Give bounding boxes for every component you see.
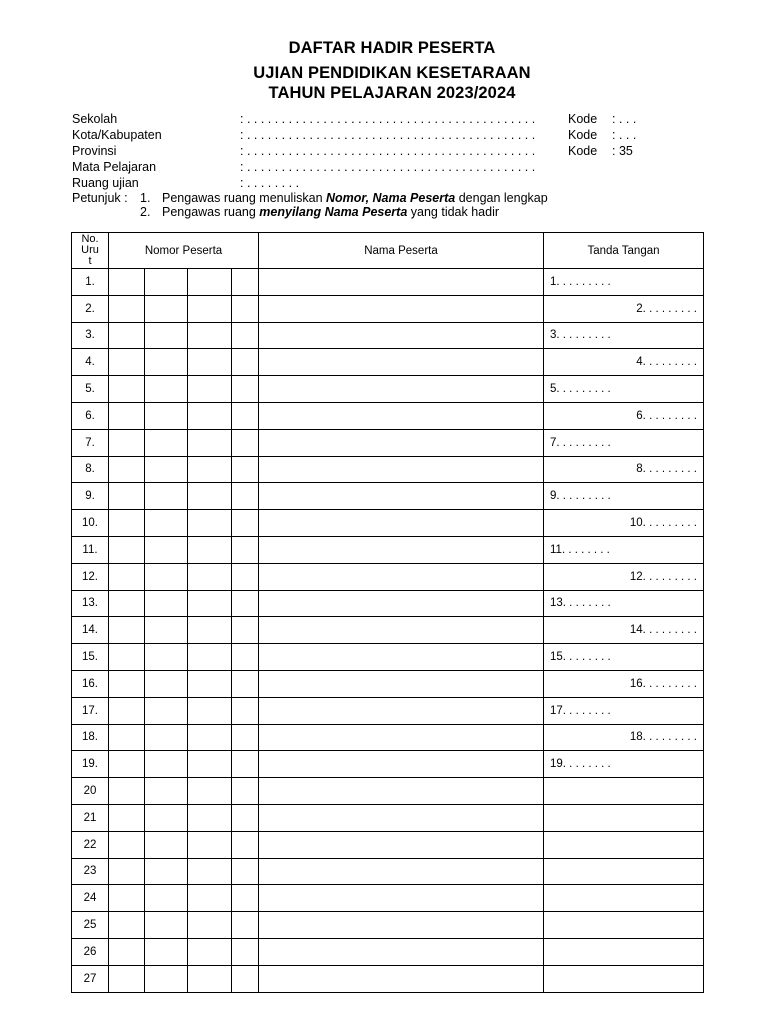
nomor-peserta-cell[interactable]	[188, 670, 232, 697]
nomor-peserta-cell[interactable]	[145, 617, 188, 644]
instruction-text-emphasis: Nomor, Nama Peserta	[326, 191, 456, 205]
info-label: Sekolah	[72, 112, 118, 126]
nama-peserta-cell[interactable]	[259, 510, 544, 537]
tanda-tangan-cell[interactable]	[544, 778, 704, 805]
nomor-peserta-cell[interactable]	[109, 697, 145, 724]
kode-value: : 35	[612, 144, 633, 158]
instruction-text-emphasis: menyilang Nama Peserta	[259, 205, 408, 219]
kode-value: : . . .	[612, 128, 637, 142]
instruction-number: 2.	[140, 205, 151, 219]
row-number: 4.	[72, 349, 109, 376]
kode-label: Kode	[568, 112, 598, 126]
nomor-peserta-cell[interactable]	[232, 724, 259, 751]
nomor-peserta-cell[interactable]	[109, 885, 145, 912]
tanda-tangan-cell[interactable]: 18. . . . . . . . .	[544, 724, 704, 751]
tanda-tangan-cell[interactable]: 13. . . . . . . .	[544, 590, 704, 617]
info-fill-dots: : . . . . . . . .	[240, 176, 300, 190]
table-row	[72, 429, 704, 456]
tanda-tangan-cell[interactable]: 1. . . . . . . . .	[544, 269, 704, 296]
row-number: 19.	[72, 751, 109, 778]
nomor-peserta-cell[interactable]	[232, 402, 259, 429]
nama-peserta-cell[interactable]	[259, 724, 544, 751]
nomor-peserta-cell[interactable]	[145, 429, 188, 456]
row-number: 6.	[72, 402, 109, 429]
nomor-peserta-cell[interactable]	[232, 376, 259, 403]
row-number: 8.	[72, 456, 109, 483]
instruction-number: 1.	[140, 191, 151, 205]
nomor-peserta-cell[interactable]	[109, 858, 145, 885]
tanda-tangan-cell[interactable]	[544, 804, 704, 831]
nomor-peserta-cell[interactable]	[232, 751, 259, 778]
nomor-peserta-cell[interactable]	[145, 912, 188, 939]
nomor-peserta-cell[interactable]	[232, 965, 259, 992]
nomor-peserta-cell[interactable]	[232, 617, 259, 644]
nama-peserta-cell[interactable]	[259, 697, 544, 724]
nomor-peserta-cell[interactable]	[232, 429, 259, 456]
nomor-peserta-cell[interactable]	[188, 724, 232, 751]
nomor-peserta-cell[interactable]	[188, 536, 232, 563]
nomor-peserta-cell[interactable]	[145, 697, 188, 724]
nomor-peserta-cell[interactable]	[145, 483, 188, 510]
nomor-peserta-cell[interactable]	[232, 322, 259, 349]
row-number: 12.	[72, 563, 109, 590]
nomor-peserta-cell[interactable]	[145, 402, 188, 429]
nomor-peserta-cell[interactable]	[145, 751, 188, 778]
nomor-peserta-cell[interactable]	[145, 804, 188, 831]
row-number: 17.	[72, 697, 109, 724]
nomor-peserta-cell[interactable]	[232, 912, 259, 939]
nomor-peserta-cell[interactable]	[109, 510, 145, 537]
nomor-peserta-cell[interactable]	[232, 510, 259, 537]
nomor-peserta-cell[interactable]	[188, 778, 232, 805]
nomor-peserta-cell[interactable]	[232, 590, 259, 617]
nomor-peserta-cell[interactable]	[232, 269, 259, 296]
nomor-peserta-cell[interactable]	[188, 831, 232, 858]
tanda-tangan-cell[interactable]: 6. . . . . . . . .	[544, 402, 704, 429]
tanda-tangan-cell[interactable]: 19. . . . . . . .	[544, 751, 704, 778]
kode-label: Kode	[568, 128, 598, 142]
nomor-peserta-cell[interactable]	[145, 590, 188, 617]
tanda-tangan-cell[interactable]	[544, 912, 704, 939]
nama-peserta-cell[interactable]	[259, 376, 544, 403]
kode-label: Kode	[568, 144, 598, 158]
nama-peserta-cell[interactable]	[259, 965, 544, 992]
row-number: 21	[72, 804, 109, 831]
row-number: 13.	[72, 590, 109, 617]
nama-peserta-cell[interactable]	[259, 912, 544, 939]
nomor-peserta-cell[interactable]	[232, 858, 259, 885]
info-label: Provinsi	[72, 144, 117, 158]
nomor-peserta-cell[interactable]	[188, 938, 232, 965]
nama-peserta-cell[interactable]	[259, 858, 544, 885]
row-number: 25	[72, 912, 109, 939]
nama-peserta-cell[interactable]	[259, 590, 544, 617]
nomor-peserta-cell[interactable]	[145, 831, 188, 858]
table-row	[72, 295, 704, 322]
nomor-peserta-cell[interactable]	[188, 885, 232, 912]
nomor-peserta-cell[interactable]	[188, 269, 232, 296]
nomor-peserta-cell[interactable]	[145, 885, 188, 912]
tanda-tangan-cell[interactable]	[544, 885, 704, 912]
table-row	[72, 724, 704, 751]
tanda-tangan-cell[interactable]: 10. . . . . . . . .	[544, 510, 704, 537]
table-row	[72, 778, 704, 805]
instruction-text-pre: Pengawas ruang menuliskan	[162, 191, 326, 205]
row-number: 20	[72, 778, 109, 805]
nomor-peserta-cell[interactable]	[188, 322, 232, 349]
row-number: 27	[72, 965, 109, 992]
table-row	[72, 697, 704, 724]
nomor-peserta-cell[interactable]	[232, 349, 259, 376]
nama-peserta-cell[interactable]	[259, 349, 544, 376]
nomor-peserta-cell[interactable]	[232, 697, 259, 724]
tanda-tangan-cell[interactable]: 5. . . . . . . . .	[544, 376, 704, 403]
nomor-peserta-cell[interactable]	[109, 295, 145, 322]
nomor-peserta-cell[interactable]	[188, 617, 232, 644]
table-row	[72, 510, 704, 537]
nomor-peserta-cell[interactable]	[109, 563, 145, 590]
nomor-peserta-cell[interactable]	[188, 349, 232, 376]
info-fill-dots: : . . . . . . . . . . . . . . . . . . . . . . . . . . . . . . . . . . . . . . . . . .	[240, 112, 536, 126]
info-label: Ruang ujian	[72, 176, 139, 190]
nama-peserta-cell[interactable]	[259, 456, 544, 483]
table-row	[72, 912, 704, 939]
nomor-peserta-cell[interactable]	[109, 349, 145, 376]
table-row	[72, 269, 704, 296]
info-fill-dots: : . . . . . . . . . . . . . . . . . . . . . . . . . . . . . . . . . . . . . . . . . .	[240, 160, 536, 174]
nomor-peserta-cell[interactable]	[145, 349, 188, 376]
nomor-peserta-cell[interactable]	[188, 751, 232, 778]
instruction-text	[162, 191, 548, 205]
instructions-label: Petunjuk :	[72, 191, 128, 205]
nama-peserta-cell[interactable]	[259, 295, 544, 322]
table-row	[72, 670, 704, 697]
nomor-peserta-cell[interactable]	[145, 938, 188, 965]
nomor-peserta-cell[interactable]	[188, 965, 232, 992]
nomor-peserta-cell[interactable]	[145, 456, 188, 483]
nama-peserta-cell[interactable]	[259, 778, 544, 805]
nomor-peserta-cell[interactable]	[232, 831, 259, 858]
info-fill-dots: : . . . . . . . . . . . . . . . . . . . . . . . . . . . . . . . . . . . . . . . . . .	[240, 128, 536, 142]
nama-peserta-cell[interactable]	[259, 617, 544, 644]
nama-peserta-cell[interactable]	[259, 804, 544, 831]
nomor-peserta-cell[interactable]	[188, 697, 232, 724]
nama-peserta-cell[interactable]	[259, 563, 544, 590]
tanda-tangan-cell[interactable]: 7. . . . . . . . .	[544, 429, 704, 456]
row-number: 15.	[72, 644, 109, 671]
row-number: 22	[72, 831, 109, 858]
table-row	[72, 858, 704, 885]
nomor-peserta-cell[interactable]	[188, 804, 232, 831]
nomor-peserta-cell[interactable]	[232, 456, 259, 483]
table-row	[72, 965, 704, 992]
nomor-peserta-cell[interactable]	[109, 483, 145, 510]
nama-peserta-cell[interactable]	[259, 938, 544, 965]
info-label: Mata Pelajaran	[72, 160, 157, 174]
nama-peserta-cell[interactable]	[259, 322, 544, 349]
table-row	[72, 376, 704, 403]
nomor-peserta-cell[interactable]	[232, 885, 259, 912]
attendance-table	[71, 232, 704, 993]
table-row	[72, 349, 704, 376]
nomor-peserta-cell[interactable]	[188, 456, 232, 483]
tanda-tangan-cell[interactable]	[544, 938, 704, 965]
table-row	[72, 751, 704, 778]
row-number: 16.	[72, 670, 109, 697]
tanda-tangan-cell[interactable]: 4. . . . . . . . .	[544, 349, 704, 376]
table-row	[72, 644, 704, 671]
nama-peserta-cell[interactable]	[259, 402, 544, 429]
tanda-tangan-cell[interactable]	[544, 858, 704, 885]
table-row	[72, 536, 704, 563]
nomor-peserta-cell[interactable]	[145, 536, 188, 563]
nomor-peserta-cell[interactable]	[232, 778, 259, 805]
table-row	[72, 322, 704, 349]
tanda-tangan-cell[interactable]	[544, 965, 704, 992]
row-number: 10.	[72, 510, 109, 537]
row-number: 14.	[72, 617, 109, 644]
title-line-3: TAHUN PELAJARAN 2023/2024	[268, 84, 516, 102]
nomor-peserta-cell[interactable]	[109, 751, 145, 778]
nomor-peserta-cell[interactable]	[232, 295, 259, 322]
nomor-peserta-cell[interactable]	[109, 778, 145, 805]
tanda-tangan-cell[interactable]: 12. . . . . . . . .	[544, 563, 704, 590]
info-fill-dots: : . . . . . . . . . . . . . . . . . . . . . . . . . . . . . . . . . . . . . . . . . .	[240, 144, 536, 158]
document-title	[0, 38, 768, 103]
nomor-peserta-cell[interactable]	[188, 644, 232, 671]
instruction-text-pre: Pengawas ruang	[162, 205, 260, 219]
nomor-peserta-cell[interactable]	[188, 295, 232, 322]
nomor-peserta-cell[interactable]	[109, 670, 145, 697]
nomor-peserta-cell[interactable]	[109, 456, 145, 483]
nama-peserta-cell[interactable]	[259, 536, 544, 563]
table-row	[72, 590, 704, 617]
nomor-peserta-cell[interactable]	[188, 429, 232, 456]
nomor-peserta-cell[interactable]	[145, 322, 188, 349]
nomor-peserta-cell[interactable]	[109, 429, 145, 456]
kode-value: : . . .	[612, 112, 637, 126]
table-row	[72, 456, 704, 483]
nomor-peserta-cell[interactable]	[109, 322, 145, 349]
nomor-peserta-cell[interactable]	[188, 510, 232, 537]
nomor-peserta-cell[interactable]	[145, 644, 188, 671]
nomor-peserta-cell[interactable]	[109, 644, 145, 671]
tanda-tangan-cell[interactable]: 14. . . . . . . . .	[544, 617, 704, 644]
nomor-peserta-cell[interactable]	[188, 563, 232, 590]
nomor-peserta-cell[interactable]	[188, 483, 232, 510]
nomor-peserta-cell[interactable]	[188, 376, 232, 403]
row-number: 23	[72, 858, 109, 885]
row-number: 1.	[72, 269, 109, 296]
header-nomor-peserta: Nomor Peserta	[109, 233, 259, 269]
nama-peserta-cell[interactable]	[259, 670, 544, 697]
nama-peserta-cell[interactable]	[259, 483, 544, 510]
nama-peserta-cell[interactable]	[259, 429, 544, 456]
tanda-tangan-cell[interactable]: 2. . . . . . . . .	[544, 295, 704, 322]
row-number: 18.	[72, 724, 109, 751]
nomor-peserta-cell[interactable]	[109, 938, 145, 965]
row-number: 7.	[72, 429, 109, 456]
nomor-peserta-cell[interactable]	[145, 778, 188, 805]
table-row	[72, 885, 704, 912]
row-number: 11.	[72, 536, 109, 563]
nomor-peserta-cell[interactable]	[145, 376, 188, 403]
row-number: 24	[72, 885, 109, 912]
table-row	[72, 563, 704, 590]
nomor-peserta-cell[interactable]	[109, 724, 145, 751]
nomor-peserta-cell[interactable]	[109, 804, 145, 831]
tanda-tangan-cell[interactable]: 8. . . . . . . . .	[544, 456, 704, 483]
table-header-row	[72, 233, 704, 269]
header-nama-peserta: Nama Peserta	[259, 233, 544, 269]
table-row	[72, 804, 704, 831]
tanda-tangan-cell[interactable]: 16. . . . . . . . .	[544, 670, 704, 697]
nomor-peserta-cell[interactable]	[109, 376, 145, 403]
table-row	[72, 831, 704, 858]
nomor-peserta-cell[interactable]	[145, 965, 188, 992]
instruction-text	[162, 205, 499, 219]
nama-peserta-cell[interactable]	[259, 831, 544, 858]
nomor-peserta-cell[interactable]	[145, 563, 188, 590]
instruction-text-post: yang tidak hadir	[407, 205, 500, 219]
tanda-tangan-cell[interactable]: 11. . . . . . . .	[544, 536, 704, 563]
nomor-peserta-cell[interactable]	[188, 858, 232, 885]
nama-peserta-cell[interactable]	[259, 885, 544, 912]
header-tanda-tangan: Tanda Tangan	[544, 233, 704, 269]
row-number: 2.	[72, 295, 109, 322]
tanda-tangan-cell[interactable]	[544, 831, 704, 858]
nomor-peserta-cell[interactable]	[232, 670, 259, 697]
nama-peserta-cell[interactable]	[259, 751, 544, 778]
nomor-peserta-cell[interactable]	[145, 858, 188, 885]
nomor-peserta-cell[interactable]	[145, 269, 188, 296]
tanda-tangan-cell[interactable]: 15. . . . . . . .	[544, 644, 704, 671]
nama-peserta-cell[interactable]	[259, 269, 544, 296]
nomor-peserta-cell[interactable]	[109, 590, 145, 617]
nomor-peserta-cell[interactable]	[145, 724, 188, 751]
nomor-peserta-cell[interactable]	[188, 402, 232, 429]
nomor-peserta-cell[interactable]	[109, 912, 145, 939]
nomor-peserta-cell[interactable]	[109, 269, 145, 296]
nomor-peserta-cell[interactable]	[232, 804, 259, 831]
row-number: 3.	[72, 322, 109, 349]
tanda-tangan-cell[interactable]: 3. . . . . . . . .	[544, 322, 704, 349]
row-number: 26	[72, 938, 109, 965]
title-line-2: UJIAN PENDIDIKAN KESETARAAN	[253, 64, 531, 82]
table-row	[72, 938, 704, 965]
tanda-tangan-cell[interactable]: 17. . . . . . . .	[544, 697, 704, 724]
title-line-1: DAFTAR HADIR PESERTA	[288, 39, 496, 57]
nomor-peserta-cell[interactable]	[109, 965, 145, 992]
nomor-peserta-cell[interactable]	[145, 670, 188, 697]
nomor-peserta-cell[interactable]	[145, 510, 188, 537]
nomor-peserta-cell[interactable]	[109, 402, 145, 429]
row-number: 9.	[72, 483, 109, 510]
table-row	[72, 617, 704, 644]
row-number: 5.	[72, 376, 109, 403]
nomor-peserta-cell[interactable]	[232, 536, 259, 563]
header-no-urut: No. Uru t	[72, 233, 109, 269]
nomor-peserta-cell[interactable]	[109, 831, 145, 858]
nomor-peserta-cell[interactable]	[145, 295, 188, 322]
tanda-tangan-cell[interactable]: 9. . . . . . . . .	[544, 483, 704, 510]
instruction-text-post: dengan lengkap	[455, 191, 548, 205]
table-row	[72, 483, 704, 510]
nomor-peserta-cell[interactable]	[109, 617, 145, 644]
nomor-peserta-cell[interactable]	[232, 483, 259, 510]
nomor-peserta-cell[interactable]	[188, 590, 232, 617]
nomor-peserta-cell[interactable]	[109, 536, 145, 563]
nomor-peserta-cell[interactable]	[232, 644, 259, 671]
info-label: Kota/Kabupaten	[72, 128, 162, 142]
nomor-peserta-cell[interactable]	[188, 912, 232, 939]
nomor-peserta-cell[interactable]	[232, 563, 259, 590]
table-row	[72, 402, 704, 429]
nama-peserta-cell[interactable]	[259, 644, 544, 671]
nomor-peserta-cell[interactable]	[232, 938, 259, 965]
